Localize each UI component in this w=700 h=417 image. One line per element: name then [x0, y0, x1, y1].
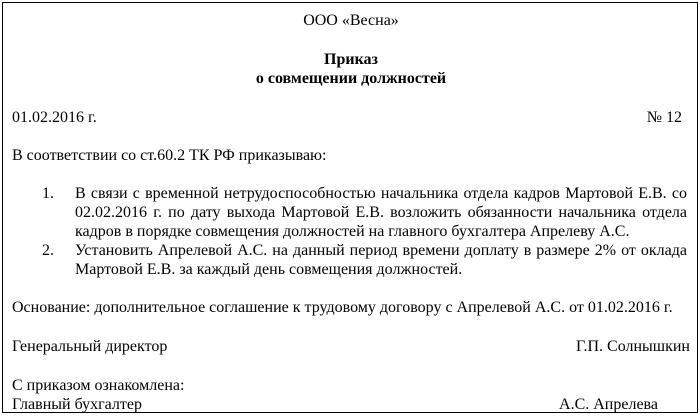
director-signature-row [12, 337, 690, 356]
date-number-row [12, 108, 690, 127]
document-title: Приказ [324, 51, 378, 68]
acknowledged-label: С приказом ознакомлена: [12, 377, 185, 394]
director-name: Г.П. Солнышкин [576, 338, 690, 355]
item-number: 1. [42, 185, 54, 202]
basis-text: Основание: дополнительное соглашение к трудовому договору с Апрелевой А.С. от 01.02.2016 г. [12, 299, 673, 316]
list-item [12, 241, 690, 279]
organization-name: ООО «Весна» [303, 12, 399, 29]
director-title: Генеральный директор [12, 338, 168, 355]
order-date: 01.02.2016 г. [12, 109, 97, 126]
order-number: № 12 [646, 109, 682, 126]
document-subtitle: о совмещении должностей [255, 70, 447, 87]
order-document [2, 2, 698, 413]
item-text: В связи с временной нетрудоспособностью начальника отдела кадров Мартовой Е.В. со 02.02.2016 г. по дату выхода Мартовой Е.В. возложить обязанности начальника отдела кадров в порядке совмещения должностей на главного бухгалтера Апрелеву А.С. [75, 185, 687, 240]
item-text: Установить Апрелевой А.С. на данный период времени доплату в размере 2% от оклада Мартовой Е.В. за каждый день совмещения должностей. [75, 242, 687, 278]
item-number: 2. [42, 242, 54, 259]
list-item [12, 184, 690, 241]
order-items-list [12, 184, 690, 279]
accountant-name: А.С. Апрелева [559, 396, 658, 413]
accountant-signature-row [12, 395, 690, 414]
intro-text: В соответствии со ст.60.2 ТК РФ приказываю: [12, 147, 327, 164]
accountant-title: Главный бухгалтер [12, 396, 142, 413]
